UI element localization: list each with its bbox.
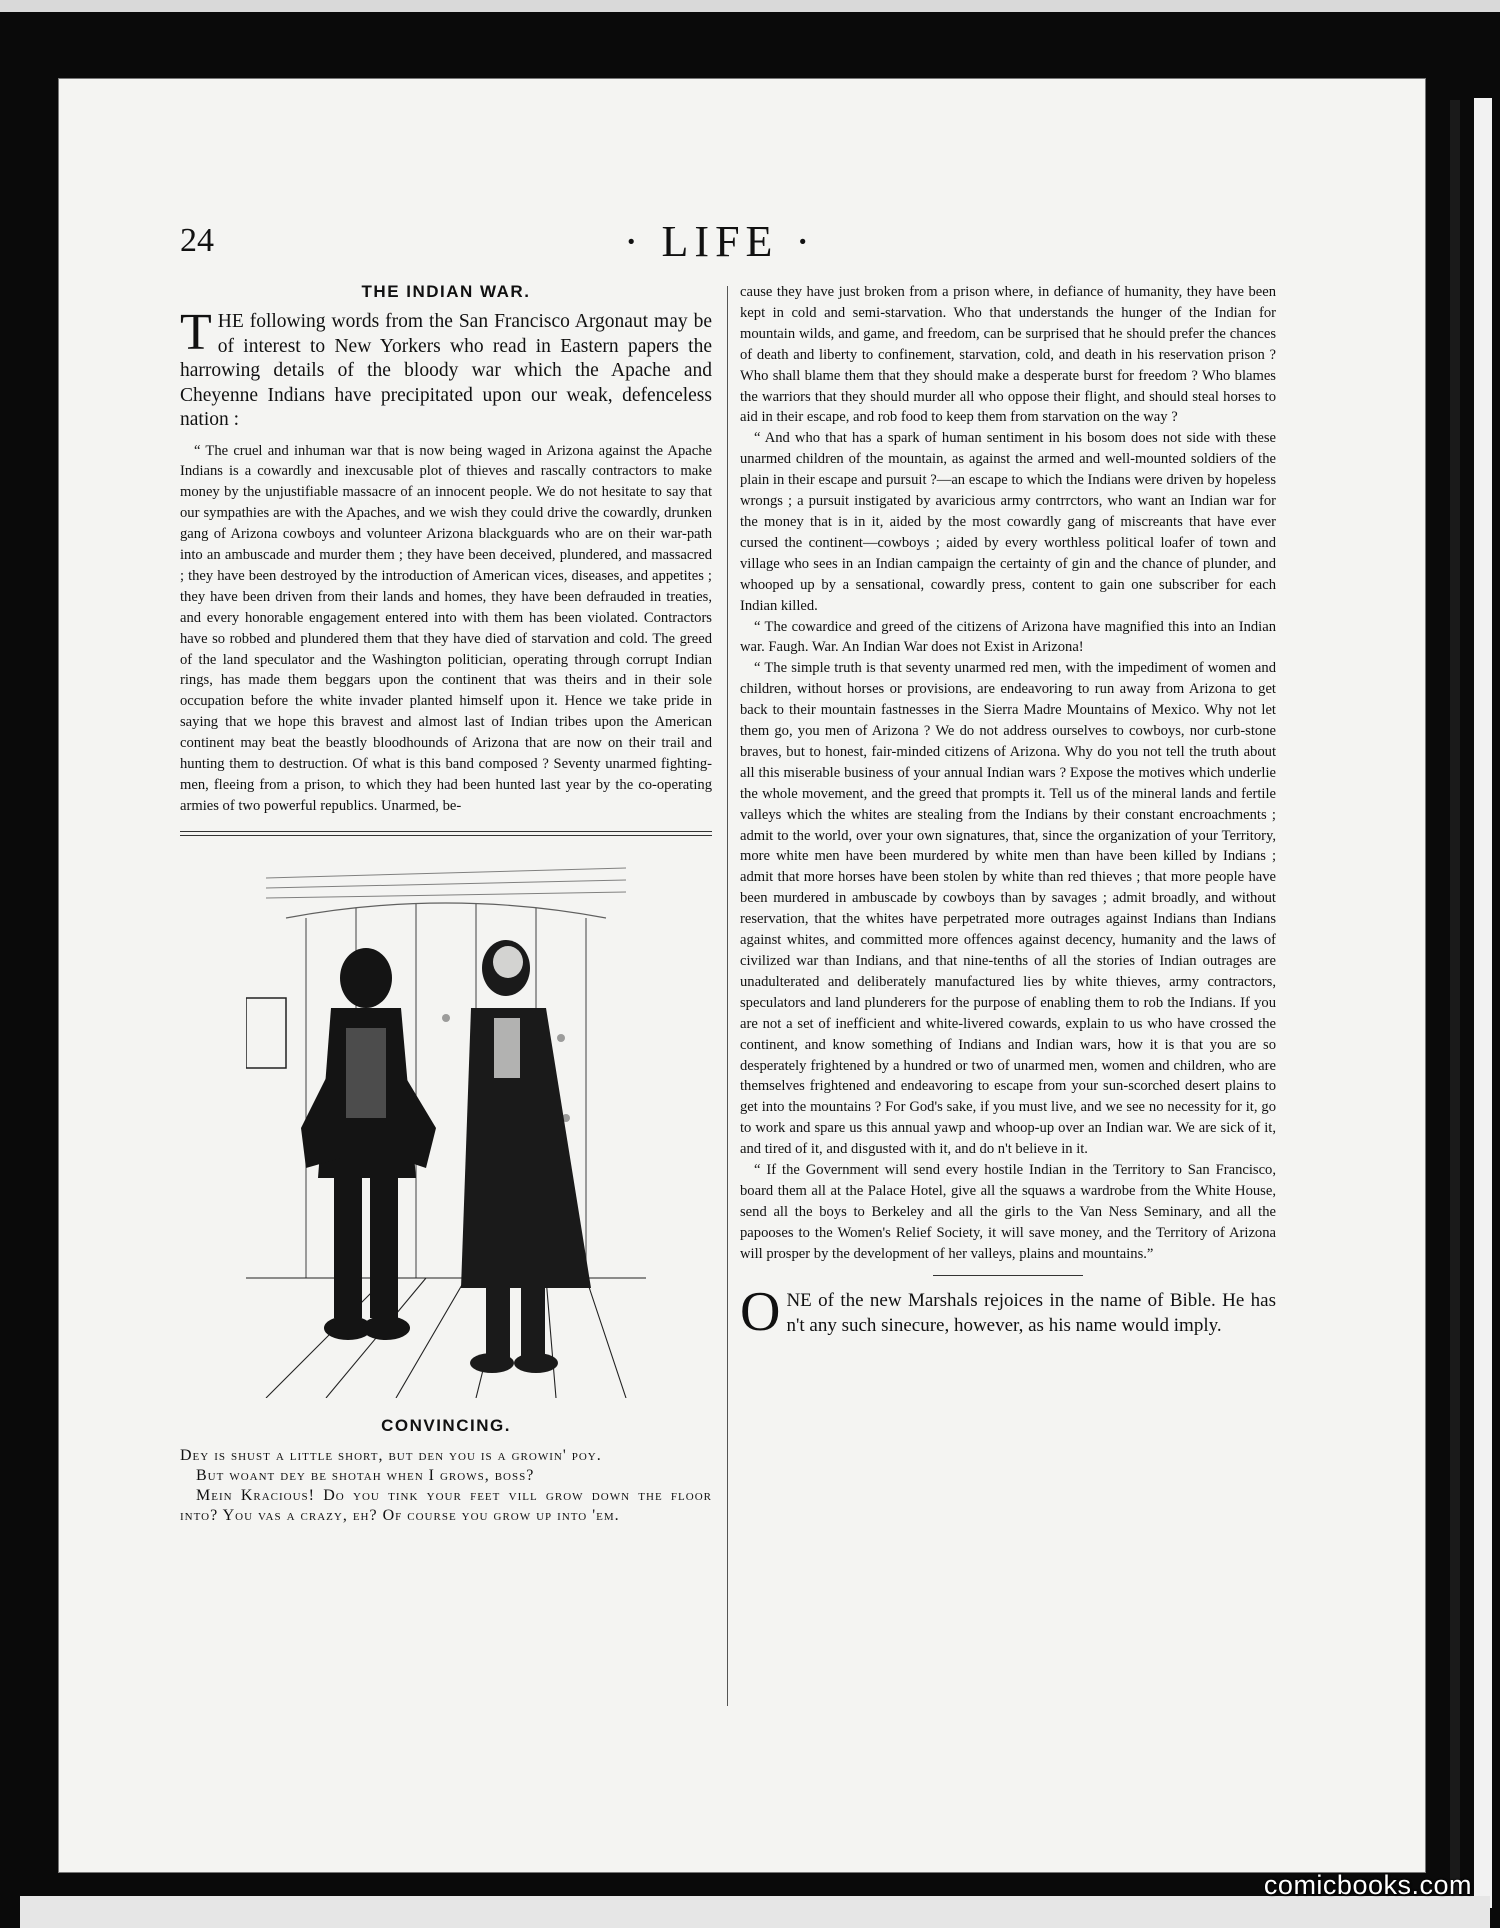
section-rule (180, 831, 712, 836)
left-column (180, 282, 712, 1526)
dialogue-line-3: Mein Kracious! Do you tink your feet vill grow down the floor into? You vas a crazy, eh? Of course you grow up into 'em. (180, 1486, 712, 1524)
quote-paragraph-5: “ If the Government will send every hostile Indian in the Territory to San Francisco, board them all at the Palace Hotel, give all the squaws a wardrobe from the White House, send all the boys to Berkeley and all the girls to the Van Ness Seminary, and all the papooses to the Women's Relief Society, it will save money, and the Territory of Arizona will prosper by the development of her valleys, plains and mountains.” (740, 1162, 1276, 1262)
right-column (740, 282, 1276, 1343)
quote-paragraph-2: “ And who that has a spark of human sentiment in his bosom does not side with these unarmed children of the mountain, as against the armed and well-mounted soldiers of the plain in their escape and pursuit ?—an escape to which the Indians were driven by hopeless wrongs ; a pursuit instigated by avaricious army contrrctors, who want an Indian war for the money that is in it, aided by the most cowardly gang of miscreants that have ever cursed the continent—cowboys ; aided by every worthless political loafer of town and village who sees in an Indian campaign the certainty of gin and the chance of plunder, and whooped up by a sensational, cowardly press, content to gain one subscriber for each Indian killed. (740, 430, 1276, 614)
masthead-life: · LIFE · (623, 217, 817, 266)
cartoon-illustration (246, 858, 646, 1398)
page-number: 24 (180, 222, 214, 259)
quote-paragraph-1: cause they have just broken from a prison where, in defiance of humanity, they have been kept in cold and semi-starvation. Who that understands the hunger of the Indian for mountain wilds, and game, and freedom, can be surprised that he should prefer the chances of death and liberty to confinement, starvation, cold, and death in his reservation prison ? Who shall blame them that they should make a desperate burst for freedom ? Who blames the warriors that they should murder all who oppose their flight, and should steal horses to aid in their escape, and rob food to keep them from starvation on the way ? (740, 284, 1276, 426)
quote-paragraph-3: “ The cowardice and greed of the citizens of Arizona have magnified this into an Indian war. Faugh. War. An Indian War does not Exist in Arizona! (740, 618, 1276, 656)
article-title: THE INDIAN WAR. (361, 282, 531, 301)
column-divider (727, 286, 728, 1706)
quote-paragraph-left: “ The cruel and inhuman war that is now being waged in Arizona against the Apache Indians is a cowardly and inexcusable plot of thieves and rascally contractors to make money by the unjustifiable massacre of an innocent people. We do not hesitate to say that our sympathies are with the Apaches, and we wish they could drive the cowardly, drunken gang of Arizona cowboys and volunteer Arizona blackguards who are on their war-path into an ambuscade and murder them ; they have been deceived, plundered, and massacred ; they have been destroyed by the introduction of American vices, diseases, and appetites ; they have been driven from their lands and homes, they have been defrauded in treaties, and every honorable engagement entered into with them has been violated. Contractors have so robbed and plundered them that they have died of starvation and cold. The greed of the land speculator and the Washington politician, operating through corrupt Indian rings, has made them beggars upon the continent that was theirs and in their sole occupation before the white invader planted himself upon it. Hence we take pride in saying that we hope this bravest and almost last of Indian tribes upon the American continent may beat the beastly bloodhounds of Arizona that are now on their trail and hunting them to destruction. Of what is this band composed ? Seventy unarmed fighting-men, fleeing from a prison, to which they had been hunted last year by the co-operating armies of two powerful republics. Unarmed, be- (180, 442, 712, 814)
closing-item (740, 1280, 1276, 1343)
closing-rule (933, 1275, 1083, 1276)
page-gutter-shadow (1450, 100, 1460, 1900)
closing-text: NE of the new Marshals rejoices in the name of Bible. He has n't any such sinecure, however, as his name would imply. (786, 1289, 1276, 1336)
dialogue-line-2: But woant dey be shotah when I grows, boss? (196, 1466, 535, 1484)
cartoon-caption-title: CONVINCING. (381, 1415, 511, 1435)
dialogue-line-1: Dey is shust a little short, but den you is a growin' poy. (180, 1446, 602, 1464)
next-page-edge (1474, 98, 1492, 1908)
intro-text: HE following words from the San Francisco Argonaut may be of interest to New Yorkers who read in Eastern papers the harrowing details of the bloody war which the Apache and Cheyenne Indians have precipitated upon our weak, defenceless nation : (180, 311, 712, 430)
site-watermark: comicbooks.com (1263, 1870, 1472, 1900)
article-intro (180, 304, 712, 433)
quote-paragraph-4: “ The simple truth is that seventy unarmed red men, with the impediment of women and children, without horses or provisions, are endeavoring to run away from Arizona to get back to their mountain fastnesses in the Sierra Madre Mountains of Mexico. Why not let them go, you men of Arizona ? We do not address ourselves to cowboys, nor curb-stone braves, but to honest, fair-minded citizens of Arizona. Why do you not tell the truth about all this miserable business of your annual Indian wars ? Expose the motives which underlie the whole movement, and the greed that prompts it. Tell us of the mineral lands and fertile valleys which the whites are stealing from the Indians by their constant encroachments ; admit to the world, over your own signatures, that, since the organization of your Territory, more white men have been murdered by white men than have been killed by Indians ; admit that more horses have been stolen by white than red thieves ; that more people have been murdered in ambuscade by cowboys than by savages ; admit broadly, and without reservation, that the whites have perpetrated more outrages against Indians than Indians against whites, and committed more offences against decency, humanity and the laws of civilized war than Indians, and that nine-tenths of all the stories of Indian outrages are unadulterated and deliberately manufactured lies by white thieves, army contractors, speculators and land plunderers for the purpose of enabling them to rob the Indians. If you are not a set of inefficient and white-livered cowards, explain to us who have crossed the continent, and know something of Indians and Indian wars, how it is that you are so desperately frightened by a hundred or two of unarmed men, women and children, who are themselves frightened and endeavoring to escape from your sun-scorched desert plains to get into the mountains ? For God's sake, if you must live, and we see no necessity for it, go to work and spare us this annual yawp and whoop-up over an Indian war. We are sick of it, and tired of it, and disgusted with it, and do n't believe in it. (740, 660, 1276, 1158)
intro-dropcap: T (180, 304, 212, 361)
background-sheet (0, 0, 1500, 12)
closing-dropcap: O (740, 1280, 781, 1343)
